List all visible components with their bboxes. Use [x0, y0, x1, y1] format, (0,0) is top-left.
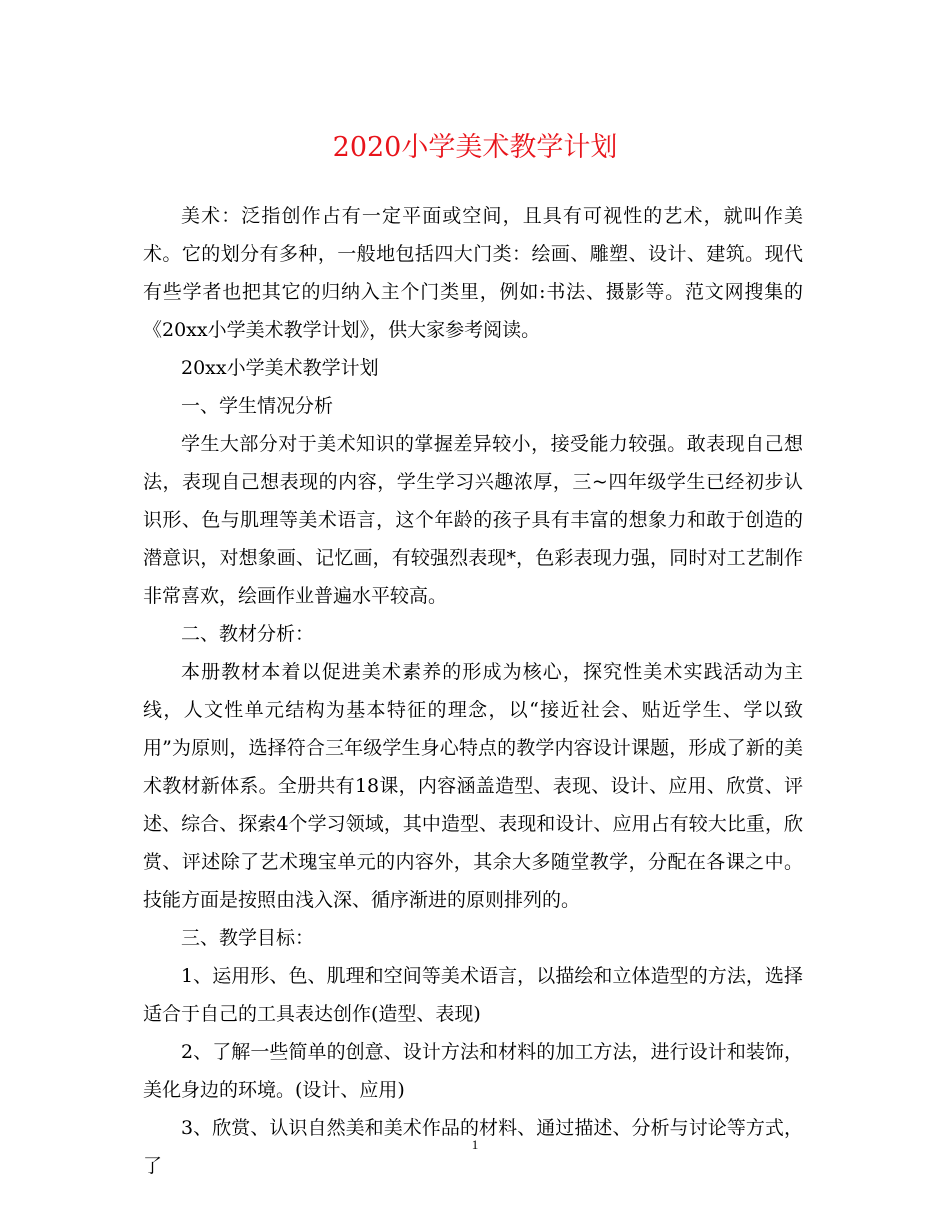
paragraph-subtitle: 20xx小学美术教学计划	[181, 357, 379, 379]
page-number: 1	[471, 1137, 479, 1152]
paragraph-intro: 美术：泛指创作占有一定平面或空间，且具有可视性的艺术，就叫作美术。它的划分有多种，一般地包括四大门类：绘画、雕塑、设计、建筑。现代有些学者也把其它的归纳入主个门类里，例如:书法、摄影等。范文网搜集的《20xx小学美术教学计划》，供大家参考阅读。	[143, 205, 803, 341]
goal-item-3: 3、欣赏、认识自然美和美术作品的材料、通过描述、分析与讨论等方式，了	[143, 1117, 803, 1177]
paragraph-student-analysis: 学生大部分对于美术知识的掌握差异较小，接受能力较强。敢表现自己想法，表现自己想表现的内容，学生学习兴趣浓厚，三~四年级学生已经初步认识形、色与肌理等美术语言，这个年龄的孩子具有丰富的想象力和敢于创造的潜意识，对想象画、记忆画，有较强烈表现*，色彩表现力强，同时对工艺制作非常喜欢，绘画作业普遍水平较高。	[143, 433, 803, 607]
section-heading-student-analysis: 一、学生情况分析	[181, 395, 334, 417]
goal-item-2: 2、了解一些简单的创意、设计方法和材料的加工方法，进行设计和装饰，美化身边的环境。(设计、应用)	[143, 1041, 803, 1101]
document-title: 2020小学美术教学计划	[332, 132, 618, 163]
section-heading-teaching-goals: 三、教学目标：	[181, 927, 315, 949]
paragraph-textbook-analysis: 本册教材本着以促进美术素养的形成为核心，探究性美术实践活动为主线，人文性单元结构为基本特征的理念，以“接近社会、贴近学生、学以致用”为原则，选择符合三年级学生身心特点的教学内容设计课题，形成了新的美术教材新体系。全册共有18课，内容涵盖造型、表现、设计、应用、欣赏、评述、综合、探索4个学习领域，其中造型、表现和设计、应用占有较大比重，欣赏、评述除了艺术瑰宝单元的内容外，其余大多随堂教学，分配在各课之中。技能方面是按照由浅入深、循序渐进的原则排列的。	[143, 661, 803, 911]
section-heading-textbook-analysis: 二、教材分析：	[181, 623, 315, 645]
goal-item-1: 1、运用形、色、肌理和空间等美术语言，以描绘和立体造型的方法，选择适合于自己的工具表达创作(造型、表现)	[143, 965, 803, 1025]
document-body	[143, 197, 803, 1185]
